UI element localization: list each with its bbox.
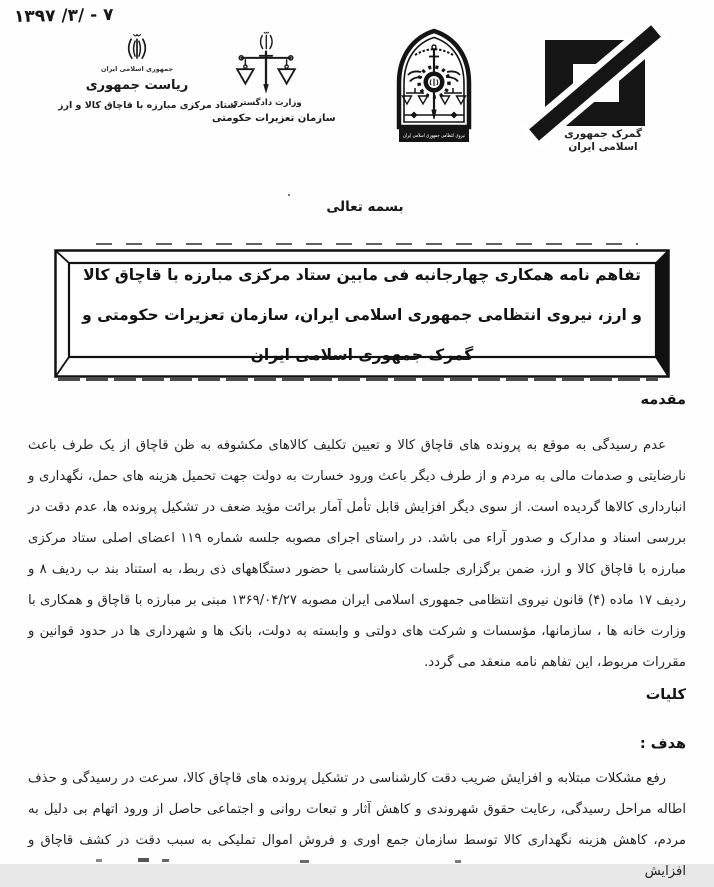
heading-hadaf: هدف : (639, 736, 686, 752)
logo-hq-main-caption: ریاست جمهوری (85, 78, 189, 93)
clipped-line-mark (162, 859, 169, 862)
police-badge-icon (386, 28, 482, 146)
logo-tazirat (212, 31, 336, 125)
scan-artifact-line-bottom (58, 378, 658, 381)
logo-police (386, 28, 482, 146)
heading-kolliyat: کلیات (645, 687, 686, 703)
heading-moqaddameh: مقدمه (640, 392, 686, 408)
logo-customs-line2: اسلامی ایران (568, 141, 638, 153)
police-banner-text: نیروی انتظامی جمهوری اسلامی ایران (403, 133, 466, 139)
clipped-line-mark (138, 858, 149, 862)
clipped-line-mark (455, 860, 461, 863)
iran-allah-emblem-icon (58, 31, 216, 63)
paragraph-introduction: عدم رسیدگی به موقع به پرونده های قاچاق کالا و تعیین تکلیف کالاهای مکشوفه به ظن قاچاق از یک طرف باعث نارضایتی و صدمات مالی به مردم و از طرف دیگر باعث ورود خسارت به دولت جهت تحمیل هزینه های حمل، نگهداری و انبارداری کالاها گردیده است. از سوی دیگر افزایش قابل تأمل آمار برائت مؤید ضعف در تشکیل پرونده ها، عدم دقت در بررسی اسناد و مدارک و صدور آراء می باشد. در راستای اجرای مصوبه جلسه شماره ۱۱۹ اعضای اصلی ستاد مرکزی مبارزه با قاچاق کالا و ارز، ضمن برگزاری جلسات کارشناسی با حضور دستگاههای ذی ربط، به استناد بند ب ردیف ۸ و ردیف ۱۷ ماده (۴) قانون نیروی انتظامی جمهوری اسلامی ایران مصوبه ۱۳۶۹/۰۴/۲۷ مبنی بر مبارزه با قاچاق و همکاری با وزارت خانه ها ، سازمانها، مؤسسات و شرکت های دولتی و وابسته به دولت، بانک ها و شهرداری ها در حدود قوانین و مقررات مربوط، این تفاهم نامه منعقد می گردد. (28, 438, 686, 670)
handwritten-date: ۱۳۹۷ /۳/ - ۷ (13, 4, 114, 28)
logo-customs-line1: گمرک جمهوری (564, 128, 642, 140)
paragraph-objective: رفع مشکلات مبتلابه و افزایش ضریب دقت کارشناسی در تشکیل پرونده های قاچاق کالا، سرعت در رسیدگی و حذف اطاله مراحل رسیدگی، رعایت حقوق شهروندی و کاهش آثار و تبعات روانی و اجتماعی حاصل از ورود اتهام بی دلیل به مردم، کاهش هزینه نگهداری کالا توسط سازمان جمع اوری و فروش اموال تملیکی به سبب دقت در کشف قاچاق و افزایش (28, 771, 686, 879)
logo-tazirat-line1: وزارت دادگستری (230, 98, 302, 108)
title-frame (54, 249, 670, 378)
clipped-line-mark (300, 860, 309, 863)
scales-of-justice-icon (212, 31, 320, 95)
scan-artifact-line-top (96, 243, 638, 245)
document-title: تفاهم نامه همکاری چهارجانبه فی مابین ستاد مرکزی مبارزه با قاچاق کالا و ارز، نیروی انتظامی جمهوری اسلامی ایران، سازمان تعزیرات حکومتی و گمرک جمهوری اسلامی ایران (82, 265, 642, 364)
logo-anti-smuggling-hq (58, 31, 237, 112)
logo-hq-sub-caption: ستاد مرکزی مبارزه با قاچاق کالا و ارز (58, 100, 237, 111)
bismillah-text: بسمه تعالی (326, 199, 404, 215)
clipped-line-mark (96, 859, 102, 862)
logo-hq-tiny-caption: جمهوری اسلامی ایران (100, 65, 174, 73)
logo-tazirat-line2: سازمان تعزیرات حکومتی (212, 113, 336, 124)
logo-customs-caption (533, 128, 673, 154)
noise-dot (288, 194, 290, 196)
